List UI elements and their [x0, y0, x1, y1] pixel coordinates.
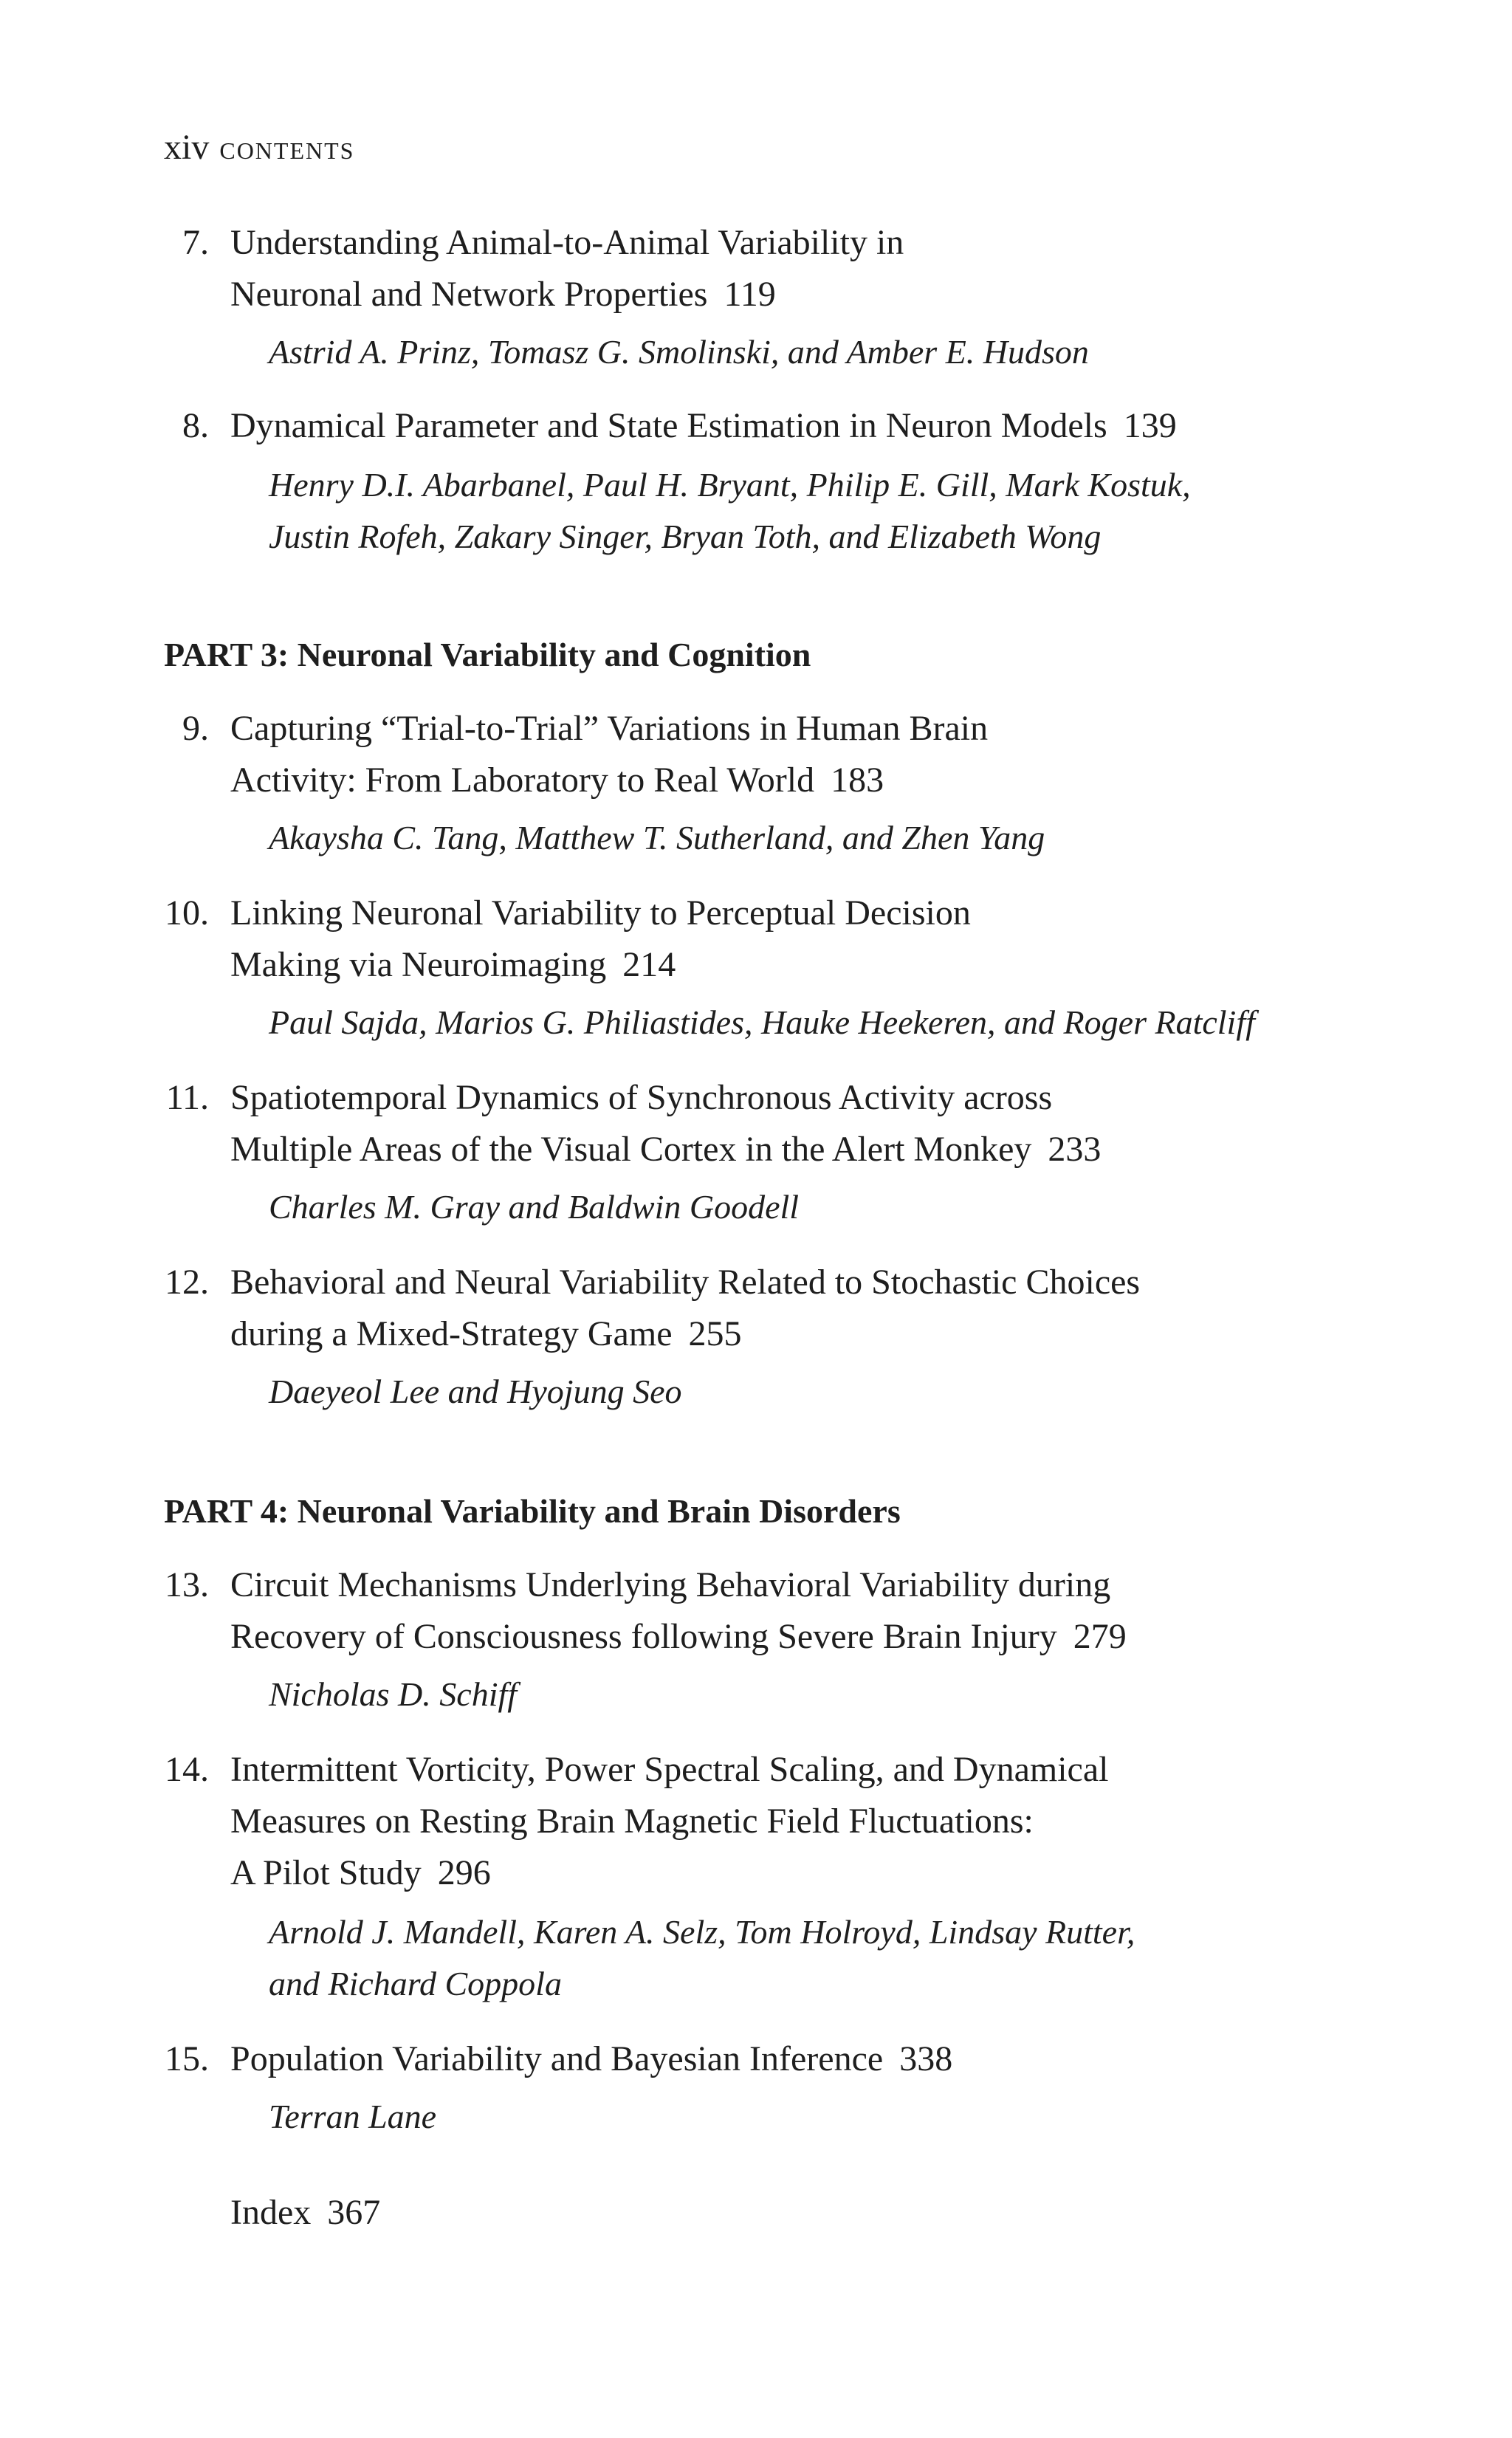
chapter-title[interactable]	[230, 1744, 1382, 1899]
chapter-title[interactable]	[230, 1072, 1382, 1175]
chapter-number: 15.	[165, 2039, 209, 2078]
chapter-title[interactable]	[230, 217, 1382, 320]
chapter-authors: Charles M. Gray and Baldwin Goodell	[269, 1188, 800, 1226]
chapter-title-text: Dynamical Parameter and State Estimation in Neuron Models	[230, 406, 1107, 445]
chapter-title-text: Circuit Mechanisms Underlying Behavioral Variability during Recovery of Consciousness following Severe Brain Injury	[230, 1565, 1111, 1656]
running-head	[164, 130, 354, 165]
chapter-title[interactable]	[230, 2033, 1382, 2085]
chapter-number: 13.	[165, 1565, 209, 1604]
chapter-number: 10.	[165, 893, 209, 933]
chapter-title-text: Population Variability and Bayesian Inference	[230, 2039, 884, 2078]
chapter-number: 7.	[182, 223, 209, 262]
index-title-text: Index	[230, 2193, 312, 2232]
chapter-title-text: Behavioral and Neural Variability Related to Stochastic Choices during a Mixed-Strategy Game	[230, 1263, 1141, 1353]
chapter-authors: Astrid A. Prinz, Tomasz G. Smolinski, and Amber E. Hudson	[269, 333, 1089, 371]
chapter-authors: Paul Sajda, Marios G. Philiastides, Hauke Heekeren, and Roger Ratcliff	[269, 1003, 1255, 1041]
index-page-number: 367	[327, 2193, 381, 2232]
chapter-page-number: 255	[688, 1314, 742, 1353]
chapter-page-number: 119	[724, 275, 776, 314]
chapter-number: 14.	[165, 1750, 209, 1789]
chapter-authors: Daeyeol Lee and Hyojung Seo	[269, 1373, 682, 1410]
chapter-page-number: 214	[622, 945, 676, 984]
chapter-number: 12.	[165, 1263, 209, 1302]
chapter-number: 8.	[182, 406, 209, 445]
chapter-title[interactable]	[230, 1559, 1382, 1663]
chapter-page-number: 233	[1048, 1130, 1102, 1169]
chapter-page-number: 139	[1123, 406, 1177, 445]
chapter-authors: Terran Lane	[269, 2098, 437, 2135]
chapter-authors: Arnold J. Mandell, Karen A. Selz, Tom Holroyd, Lindsay Rutter, and Richard Coppola	[269, 1913, 1135, 2002]
chapter-title[interactable]	[230, 400, 1382, 452]
page-number: xiv	[164, 128, 210, 167]
chapter-page-number: 183	[831, 760, 884, 800]
chapter-title[interactable]	[230, 703, 1382, 806]
chapter-authors: Nicholas D. Schiff	[269, 1675, 518, 1713]
chapter-title-text: Spatiotemporal Dynamics of Synchronous Activity across Multiple Areas of the Visual Cortex in the Alert Monkey	[230, 1078, 1053, 1169]
running-head-title: CONTENTS	[219, 137, 355, 164]
part-heading-4: PART 4: Neuronal Variability and Brain Disorders	[164, 1492, 901, 1530]
chapter-page-number: 296	[437, 1853, 491, 1892]
chapter-title[interactable]	[230, 887, 1382, 991]
chapter-title-text: Capturing “Trial-to-Trial” Variations in Human Brain Activity: From Laboratory to Real World	[230, 709, 989, 800]
chapter-title-text: Linking Neuronal Variability to Perceptual Decision Making via Neuroimaging	[230, 893, 971, 984]
part-heading-3: PART 3: Neuronal Variability and Cognition	[164, 636, 811, 673]
chapter-authors: Akaysha C. Tang, Matthew T. Sutherland, and Zhen Yang	[269, 819, 1045, 856]
chapter-page-number: 279	[1073, 1617, 1127, 1656]
chapter-number: 9.	[182, 709, 209, 748]
chapter-title-text: Understanding Animal-to-Animal Variability in Neuronal and Network Properties	[230, 223, 904, 314]
chapter-number: 11.	[165, 1078, 209, 1117]
chapter-title-text: Intermittent Vorticity, Power Spectral Scaling, and Dynamical Measures on Resting Brain Magnetic Field Fluctuations: A Pilot Study	[230, 1750, 1109, 1892]
chapter-title[interactable]	[230, 1257, 1382, 1360]
index-title[interactable]	[230, 2187, 1382, 2239]
chapter-authors: Henry D.I. Abarbanel, Paul H. Bryant, Philip E. Gill, Mark Kostuk, Justin Rofeh, Zakary Singer, Bryan Toth, and Elizabeth Wong	[269, 466, 1191, 555]
chapter-page-number: 338	[899, 2039, 953, 2078]
